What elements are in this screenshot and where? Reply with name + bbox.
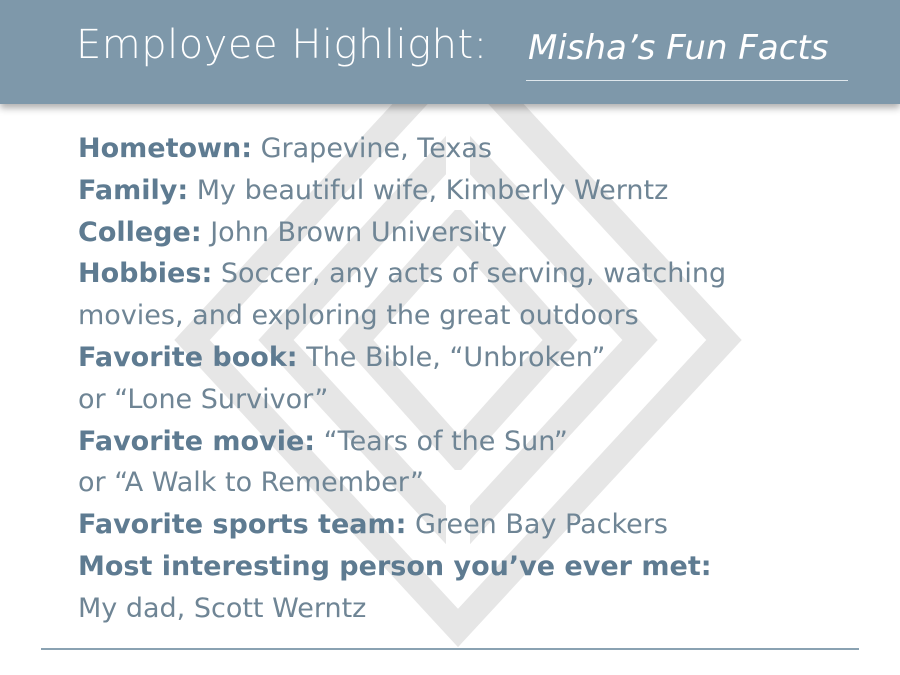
fun-facts-list — [78, 128, 726, 630]
subtitle-rest: Fun Facts — [666, 28, 829, 68]
fact-hobbies — [78, 253, 726, 295]
fact-label: Hobbies: — [78, 258, 213, 290]
fact-hobbies-continued: movies, and exploring the great outdoors — [78, 300, 639, 332]
fact-favorite-book — [78, 337, 726, 379]
fact-label: Favorite movie: — [78, 425, 316, 457]
fact-value: “Tears of the Sun” — [323, 425, 568, 457]
bottom-divider — [41, 648, 859, 650]
fact-value: The Bible, “Unbroken” — [306, 341, 606, 373]
fact-favorite-sports-team — [78, 504, 726, 546]
fact-most-interesting-person: Most interesting person you’ve ever met: — [78, 550, 712, 582]
fact-hometown — [78, 128, 726, 170]
fact-label: Hometown: — [78, 133, 253, 164]
fact-label: Favorite sports team: — [78, 509, 407, 541]
fact-most-interesting-person-answer: My dad, Scott Werntz — [78, 592, 367, 624]
fact-label: College: — [78, 216, 202, 248]
fact-label: Family: — [78, 174, 189, 206]
fact-family — [78, 170, 726, 212]
fact-value: My beautiful wife, Kimberly Werntz — [196, 174, 669, 206]
fact-value: Grapevine, Texas — [260, 133, 492, 164]
fact-value: John Brown University — [210, 216, 508, 248]
fact-label: Favorite book: — [78, 341, 298, 373]
fact-value: Soccer, any acts of serving, watching — [220, 258, 727, 290]
header-banner — [0, 0, 900, 104]
header-underline — [526, 80, 848, 81]
header-subtitle — [528, 28, 828, 68]
subtitle-name: Misha’s — [528, 28, 656, 68]
header-title: Employee Highlight: — [76, 22, 488, 68]
fact-college — [78, 212, 726, 254]
fact-value: Green Bay Packers — [415, 509, 668, 541]
fact-favorite-movie — [78, 421, 726, 463]
fact-favorite-movie-continued: or “A Walk to Remember” — [78, 467, 425, 499]
fact-favorite-book-continued: or “Lone Survivor” — [78, 383, 329, 415]
